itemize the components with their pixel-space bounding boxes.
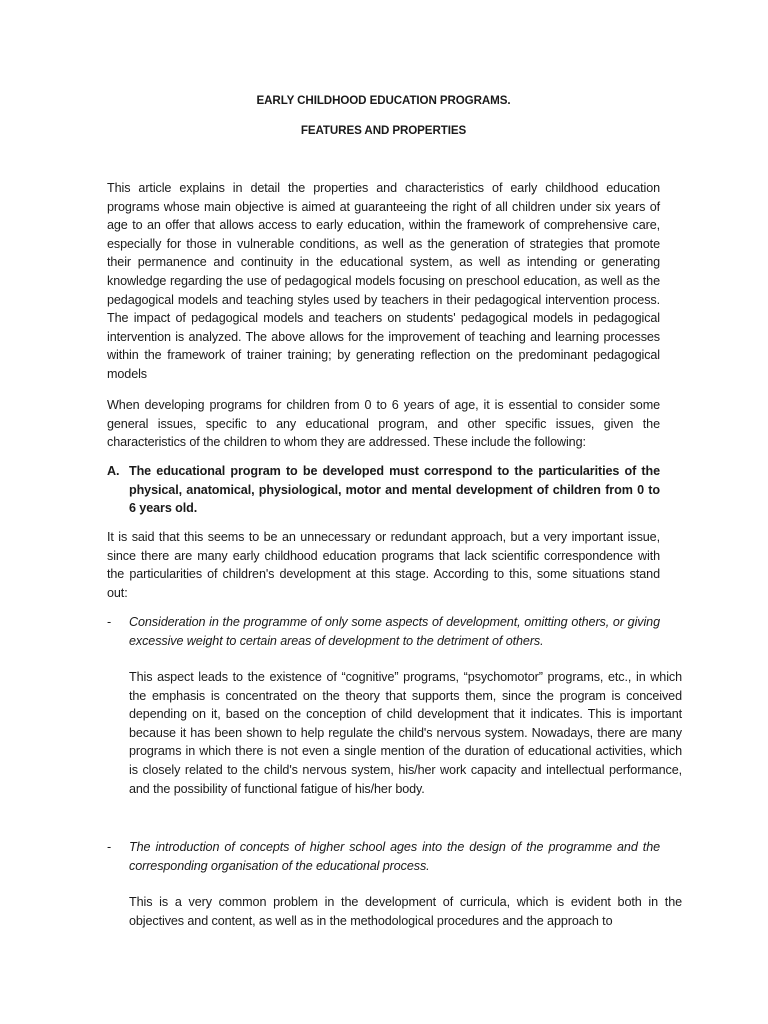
bullet-1-text: Consideration in the programme of only some aspects of development, omitting others, or giving excessive weight to certain areas of development to the detriment of others.	[129, 615, 660, 648]
bullet-item-1	[107, 613, 660, 650]
document-title-line2: FEATURES AND PROPERTIES	[300, 124, 467, 137]
section-heading-a	[107, 462, 660, 518]
bullet-2-text: The introduction of concepts of higher school ages into the design of the programme and the corresponding organisation of the educational process.	[129, 840, 660, 873]
document-title-line1: EARLY CHILDHOOD EDUCATION PROGRAMS.	[256, 94, 511, 107]
bullet-2-explanation: This is a very common problem in the development of curricula, which is evident both in the objectives and content, as well as in the methodological procedures and the approach to	[129, 895, 682, 928]
bullet-1-explanation: This aspect leads to the existence of “cognitive” programs, “psychomotor” programs, etc., in which the emphasis is concentrated on the theory that supports them, since the program is conceived depending on it, based on the conception of child development that it indicates. This is important because it has been shown to help regulate the child's nervous system. Nowadays, there are many programs in which there is not even a single mention of the duration of educational activities, which is closely related to the child's nervous system, his/her work capacity and intellectual performance, and the possibility of functional fatigue of his/her body.	[129, 670, 682, 796]
section-heading-a-marker: A.	[107, 464, 120, 478]
bullet-2-marker: -	[107, 840, 112, 854]
bullet-1-marker: -	[107, 615, 112, 629]
bullet-item-2	[107, 838, 660, 875]
section-heading-a-text: The educational program to be developed must correspond to the particularities of the physical, anatomical, physiological, motor and mental development of children from 0 to 6 years old.	[129, 464, 660, 516]
section-a-paragraph: It is said that this seems to be an unnecessary or redundant approach, but a very important issue, since there are many early childhood education programs that lack scientific correspondence with the particularities of children's development at this stage. According to this, some situations stand out:	[107, 530, 660, 600]
intro-paragraph: When developing programs for children from 0 to 6 years of age, it is essential to consider some general issues, specific to any educational program, and other specific issues, given the characteristics of the children to whom they are addressed. These include the following:	[107, 398, 660, 450]
abstract-paragraph: This article explains in detail the properties and characteristics of early childhood education programs whose main objective is aimed at guaranteeing the right of all children under six years of age to an offer that allows access to early education, within the framework of comprehensive care, especially for those in vulnerable conditions, as well as the generation of strategies that promote their permanence and continuity in the educational system, as well as intending or generating knowledge regarding the use of pedagogical models focusing on preschool education, as well as the pedagogical models and teaching styles used by teachers in their pedagogical intervention process. The impact of pedagogical models and teachers on students' pedagogical models in pedagogical intervention is analyzed. The above allows for the improvement of teaching and learning processes within the framework of trainer training; by generating reflection on the predominant pedagogical models	[107, 181, 660, 381]
